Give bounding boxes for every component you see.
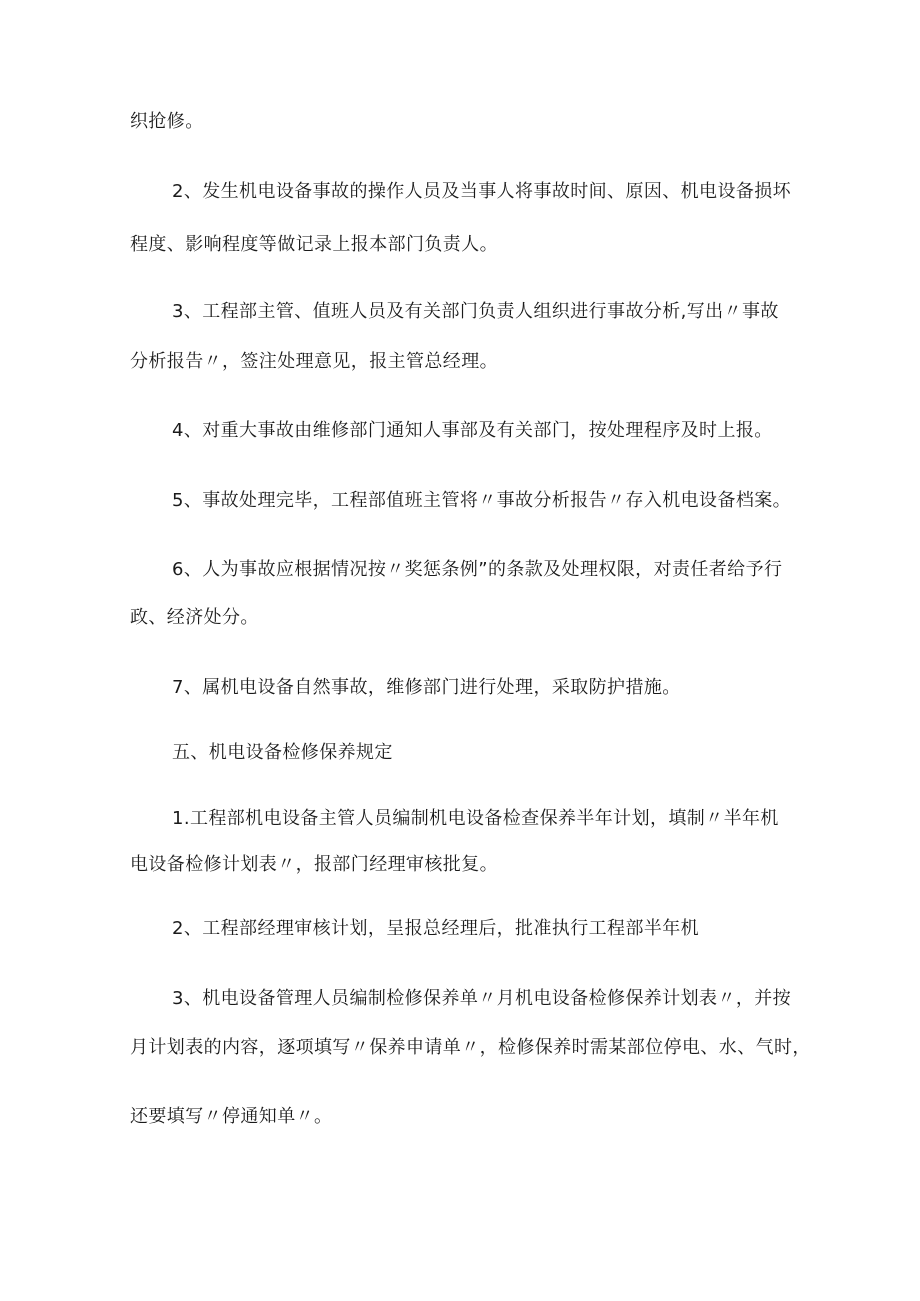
text-line: 3、机电设备管理人员编制检修保养单〃月机电设备检修保养计划表〃，并按	[172, 988, 792, 1009]
text-line: 还要填写〃停通知单〃。	[130, 1106, 333, 1127]
text-line: 织抢修。	[130, 111, 204, 132]
text-line: 月计划表的内容，逐项填写〃保养申请单〃，检修保养时需某部位停电、水、气时，	[130, 1037, 811, 1058]
text-line: 2、发生机电设备事故的操作人员及当事人将事故时间、原因、机电设备损坏	[172, 181, 792, 202]
section-heading: 五、机电设备检修保养规定	[172, 742, 393, 763]
text-line: 3、工程部主管、值班人员及有关部门负责人组织进行事故分析,写出〃事故	[172, 301, 779, 322]
text-line: 4、对重大事故由维修部门通知人事部及有关部门，按处理程序及时上报。	[172, 420, 773, 441]
text-line: 2、工程部经理审核计划，呈报总经理后，批准执行工程部半年机	[172, 918, 700, 939]
text-line: 5、事故处理完毕，工程部值班主管将〃事故分析报告〃存入机电设备档案。	[172, 490, 792, 511]
text-line: 程度、影响程度等做记录上报本部门负责人。	[130, 234, 498, 255]
text-line: 6、人为事故应根据情况按〃奖惩条例”的条款及处理权限，对责任者给予行	[172, 559, 783, 580]
text-line: 政、经济处分。	[130, 607, 259, 628]
text-line: 分析报告〃，签注处理意见，报主管总经理。	[130, 351, 498, 372]
text-line: 1.工程部机电设备主管人员编制机电设备检查保养半年计划，填制〃半年机	[172, 808, 779, 829]
text-line: 7、属机电设备自然事故，维修部门进行处理，采取防护措施。	[172, 677, 681, 698]
text-line: 电设备检修计划表〃，报部门经理审核批复。	[130, 854, 498, 875]
